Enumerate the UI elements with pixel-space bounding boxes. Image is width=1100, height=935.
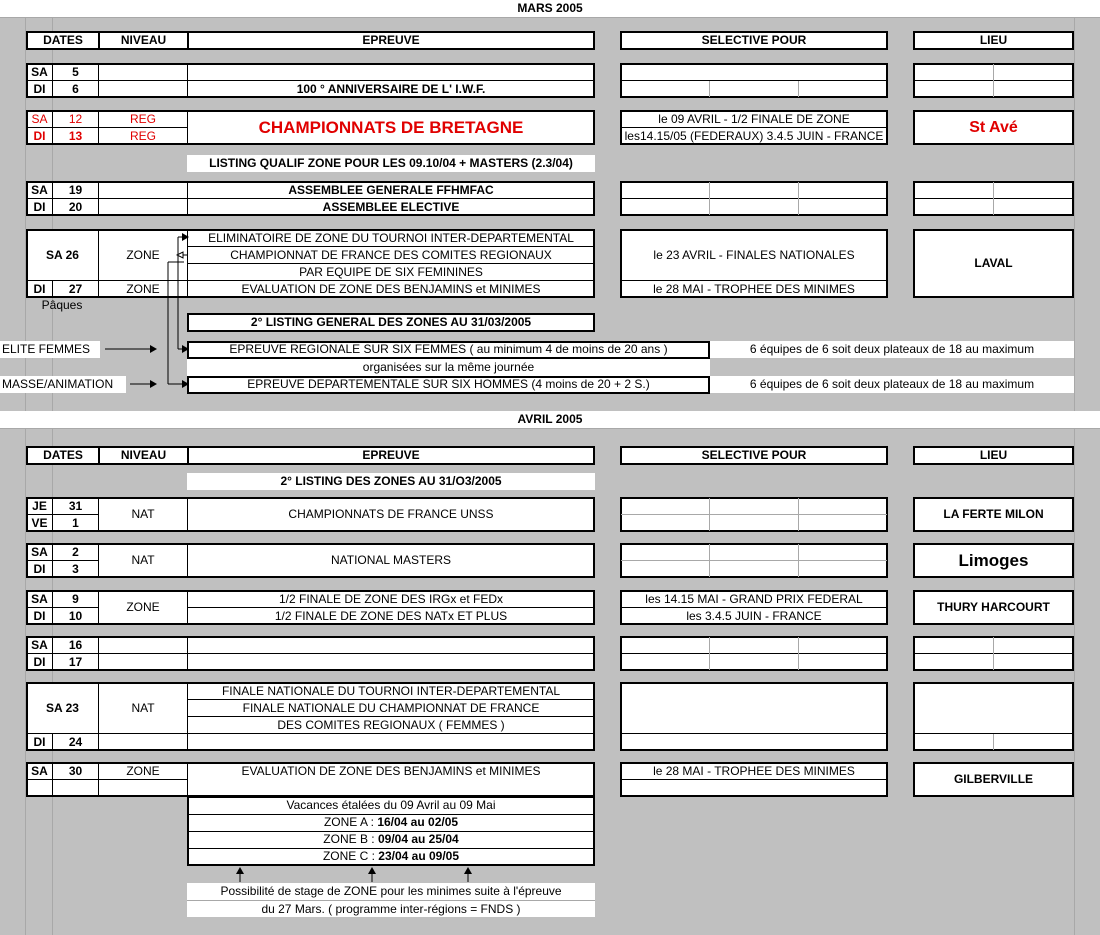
selective-text: le 28 MAI - TROPHEE DES MINIMES bbox=[653, 282, 855, 296]
date-day: SA bbox=[31, 183, 48, 197]
date-day: SA bbox=[31, 65, 48, 79]
selective-text: les14.15/05 (FEDERAUX) 3.4.5 JUIN - FRANCE bbox=[624, 129, 884, 143]
zone-c-dates: 23/04 au 09/05 bbox=[378, 849, 460, 863]
date-num: 3 bbox=[72, 562, 79, 576]
date-num: 19 bbox=[68, 183, 83, 197]
selective-text: le 28 MAI - TROPHEE DES MINIMES bbox=[653, 764, 855, 778]
date-sa-23: SA 23 bbox=[46, 701, 79, 715]
level-zone: ZONE bbox=[126, 248, 160, 262]
vacances-title: Vacances étalées du 09 Avril au 09 Mai bbox=[286, 798, 496, 812]
masse-animation-note: 6 équipes de 6 soit deux plateaux de 18 au maximum bbox=[710, 376, 1074, 393]
elite-femmes-note: 6 équipes de 6 soit deux plateaux de 18 au maximum bbox=[710, 341, 1074, 358]
event-iwf-anniversary: 100 ° ANNIVERSAIRE DE L' I.W.F. bbox=[296, 82, 486, 96]
event-text: FINALE NATIONALE DU CHAMPIONNAT DE FRANCE bbox=[242, 701, 540, 715]
date-num: 30 bbox=[68, 764, 83, 778]
level-zone: ZONE bbox=[126, 282, 160, 296]
date-day: DI bbox=[33, 282, 46, 296]
event-text: FINALE NATIONALE DU TOURNOI INTER-DEPARTEMENTAL bbox=[221, 684, 561, 698]
event-text: ELIMINATOIRE DE ZONE DU TOURNOI INTER-DEPARTEMENTAL bbox=[208, 231, 574, 245]
level-zone: ZONE bbox=[126, 600, 160, 614]
level-nat: NAT bbox=[131, 507, 155, 521]
listing-zones-april: 2° LISTING DES ZONES AU 31/O3/2005 bbox=[187, 473, 595, 490]
date-day: VE bbox=[31, 516, 48, 530]
date-day: SA bbox=[31, 592, 48, 606]
date-num: 16 bbox=[68, 638, 83, 652]
zone-b-label: ZONE B : bbox=[323, 832, 378, 846]
lieu-laval: LAVAL bbox=[974, 256, 1013, 270]
stage-note-1: Possibilité de stage de ZONE pour les minimes suite à l'épreuve bbox=[187, 883, 595, 900]
header-niveau: NIVEAU bbox=[98, 446, 189, 465]
event-text: 1/2 FINALE DE ZONE DES IRGx et FEDx bbox=[278, 592, 504, 606]
date-day: DI bbox=[33, 735, 46, 749]
event-text: CHAMPIONNAT DE FRANCE DES COMITES REGIONAUX bbox=[230, 248, 552, 262]
date-num: 13 bbox=[68, 129, 83, 143]
masse-animation-epreuve: EPREUVE DEPARTEMENTALE SUR SIX HOMMES (4 moins de 20 + 2 S.) bbox=[247, 377, 650, 391]
date-num: 10 bbox=[68, 609, 83, 623]
date-day: DI bbox=[33, 200, 46, 214]
event-text: DES COMITES REGIONAUX ( FEMMES ) bbox=[277, 718, 505, 732]
paques-label: Pâques bbox=[41, 298, 83, 312]
listing-general-text: 2° LISTING GENERAL DES ZONES AU 31/03/2005 bbox=[250, 315, 532, 329]
header-lieu: LIEU bbox=[913, 446, 1074, 465]
date-num: 1 bbox=[72, 516, 79, 530]
month-title-april: AVRIL 2005 bbox=[0, 411, 1100, 429]
header-dates: DATES bbox=[26, 31, 100, 50]
date-day: SA bbox=[31, 638, 48, 652]
date-day: DI bbox=[33, 129, 46, 143]
date-num: 6 bbox=[72, 82, 79, 96]
date-day: SA bbox=[31, 764, 48, 778]
lieu-limoges: Limoges bbox=[958, 551, 1029, 570]
date-num: 12 bbox=[68, 112, 83, 126]
lieu-thury-harcourt: THURY HARCOURT bbox=[937, 600, 1050, 614]
level-nat: NAT bbox=[131, 701, 155, 715]
date-num: 17 bbox=[68, 655, 83, 669]
lieu-gilberville: GILBERVILLE bbox=[953, 772, 1034, 786]
date-day: JE bbox=[32, 499, 47, 513]
date-day: DI bbox=[33, 609, 46, 623]
selective-text: les 3.4.5 JUIN - FRANCE bbox=[686, 609, 822, 623]
header-selective: SELECTIVE POUR bbox=[620, 446, 888, 465]
date-num: 2 bbox=[72, 545, 79, 559]
lieu-st-ave: St Avé bbox=[969, 119, 1018, 136]
selective-text: le 09 AVRIL - 1/2 FINALE DE ZONE bbox=[658, 112, 850, 126]
date-day: DI bbox=[33, 655, 46, 669]
header-dates: DATES bbox=[26, 446, 100, 465]
date-num: 24 bbox=[68, 735, 83, 749]
masse-animation-label: MASSE/ANIMATION bbox=[0, 376, 126, 393]
stage-note-2: du 27 Mars. ( programme inter-régions = FNDS ) bbox=[187, 900, 595, 917]
header-niveau: NIVEAU bbox=[98, 31, 189, 50]
header-selective: SELECTIVE POUR bbox=[620, 31, 888, 50]
level-reg: REG bbox=[129, 112, 156, 126]
event-assemblee-generale: ASSEMBLEE GENERALE FFHMFAC bbox=[288, 183, 494, 197]
event-championnats-bretagne: CHAMPIONNATS DE BRETAGNE bbox=[258, 118, 524, 137]
zone-c-label: ZONE C : bbox=[322, 849, 379, 863]
elite-femmes-label: ELITE FEMMES bbox=[0, 341, 100, 358]
event-text: 1/2 FINALE DE ZONE DES NATx ET PLUS bbox=[274, 609, 508, 623]
date-num: 27 bbox=[68, 282, 83, 296]
listing-qualif-zone: LISTING QUALIF ZONE POUR LES 09.10/04 + MASTERS (2.3/04) bbox=[187, 155, 595, 172]
event-assemblee-elective: ASSEMBLEE ELECTIVE bbox=[322, 200, 460, 214]
event-national-masters: NATIONAL MASTERS bbox=[330, 553, 452, 567]
header-lieu: LIEU bbox=[913, 31, 1074, 50]
event-text: EVALUATION DE ZONE DES BENJAMINS et MINIMES bbox=[241, 282, 541, 296]
zone-b-dates: 09/04 au 25/04 bbox=[377, 832, 459, 846]
date-sa-26: SA 26 bbox=[46, 248, 79, 262]
event-evaluation-zone: EVALUATION DE ZONE DES BENJAMINS et MINIMES bbox=[241, 764, 541, 778]
header-epreuve: EPREUVE bbox=[187, 446, 595, 465]
elite-femmes-epreuve: EPREUVE REGIONALE SUR SIX FEMMES ( au minimum 4 de moins de 20 ans ) bbox=[229, 342, 668, 356]
selective-text: le 23 AVRIL - FINALES NATIONALES bbox=[653, 248, 855, 262]
month-title-march: MARS 2005 bbox=[0, 0, 1100, 18]
date-num: 5 bbox=[72, 65, 79, 79]
date-num: 31 bbox=[68, 499, 83, 513]
organisees-note: organisées sur la même journée bbox=[187, 359, 710, 376]
selective-text: les 14.15 MAI - GRAND PRIX FEDERAL bbox=[645, 592, 863, 606]
date-day: SA bbox=[31, 545, 48, 559]
zone-a-dates: 16/04 au 02/05 bbox=[377, 815, 459, 829]
date-num: 9 bbox=[72, 592, 79, 606]
level-nat: NAT bbox=[131, 553, 155, 567]
zone-a-label: ZONE A : bbox=[323, 815, 378, 829]
date-num: 20 bbox=[68, 200, 83, 214]
event-unss: CHAMPIONNATS DE FRANCE UNSS bbox=[288, 507, 494, 521]
level-reg: REG bbox=[129, 129, 156, 143]
event-text: PAR EQUIPE DE SIX FEMININES bbox=[299, 265, 483, 279]
lieu-la-ferte-milon: LA FERTE MILON bbox=[943, 507, 1044, 521]
date-day: SA bbox=[31, 112, 48, 126]
header-epreuve: EPREUVE bbox=[187, 31, 595, 50]
date-day: DI bbox=[33, 82, 46, 96]
level-zone: ZONE bbox=[126, 764, 160, 778]
date-day: DI bbox=[33, 562, 46, 576]
